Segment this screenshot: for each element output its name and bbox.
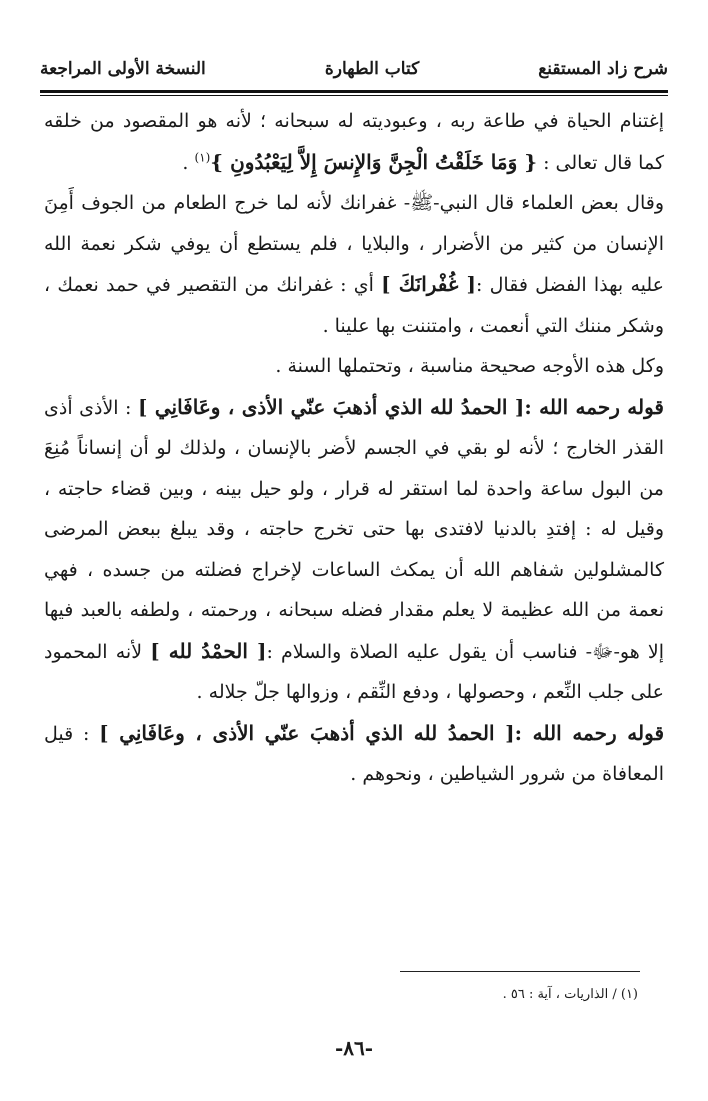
paragraph-2: وقال بعض العلماء قال النبي-ﷺ- غفرانك لأنه لما خرج الطعام من الجوف أَمِنَ الإنسان من كثير من الأضرار ، والبلايا ، فلم يستطع أن يوفي شكر نعمة الله عليه بهذا الفضل فقال :[ غُفْرانَكَ ] أي : غفرانك من التقصير في حمد نعمك ، وشكر مننك التي أنعمت ، وامتننت بها علينا . [44,192,664,337]
term-alhamdu: [ الحمْدُ لله ] [150,638,267,663]
footnote-ref: (١) [194,150,211,165]
footnote-separator [400,971,640,972]
running-header [40,52,668,86]
main-text [44,101,664,795]
quote-heading-1: قوله رحمه الله :[ الحمدُ لله الذي أذهبَ عنّي الأذى ، وعَافَانِي ] [137,394,664,419]
header-edition: النسخة الأولى المراجعة [40,59,206,79]
paragraph-1: إغتنام الحياة في طاعة ربه ، وعبوديته له سبحانه ؛ لأنه هو المقصود من خلقه كما قال تعالى : { وَمَا خَلَقْتُ الْجِنَّ وَالإِنسَ إِلاَّ لِيَعْبُدُونِ }$^{(١)}$ . [44,110,664,174]
quran-verse: { وَمَا خَلَقْتُ الْجِنَّ وَالإِنسَ إِلاَّ لِيَعْبُدُونِ } [210,149,538,174]
header-rule-thin [40,95,668,96]
page-number: -٨٦- [334,1036,374,1060]
paragraph-4: قوله رحمه الله :[ الحمدُ لله الذي أذهبَ عنّي الأذى ، وعَافَانِي ] : الأذى أذى القذر الخارج ؛ لأنه لو بقي في الجسم لأضر بالإنسان ، ولذلك لو أن إنساناً مُنِعَ من البول ساعة واحدة لما استقر له قرار ، ولو حيل بينه ، وبين قضاء حاجته ، وقيل له : إفتدِ بالدنيا لافتدى بها حتى تخرج حاجته ، وقد يبلغ ببعض المرضى كالمشلولين شفاهم الله أن يمكث الساعات لإخراج فضلته من جسده ، فهي نعمة من الله عظيمة لا يعلم مقدار فضله سبحانه ، ورحمته ، ولطفه بالعبد فيها إلا هو-ﷻ- فناسب أن يقول عليه الصلاة والسلام :[ الحمْدُ لله ] لأنه المحمود على جلب النِّعم ، وحصولها ، ودفع النِّقم ، وزوالها جلّ جلاله . [44,394,665,703]
header-book-title: شرح زاد المستقنع [538,59,668,79]
header-rule-thick [40,90,668,93]
header-chapter: كتاب الطهارة [324,59,420,79]
quote-heading-2: قوله رحمه الله :[ الحمدُ لله الذي أذهبَ عنّي الأذى ، وعَافَانِي ] [99,720,664,745]
footnote: (١) / الذاريات ، آية : ٥٦ . [502,987,638,1002]
paragraph-3: وكل هذه الأوجه صحيحة مناسبة ، وتحتملها السنة . [275,355,664,377]
paragraph-5: قوله رحمه الله :[ الحمدُ لله الذي أذهبَ عنّي الأذى ، وعَافَانِي ] : قيل المعافاة من شرور الشياطين ، ونحوهم . [44,720,664,785]
term-ghufranak: [ غُفْرانَكَ ] [381,272,476,296]
